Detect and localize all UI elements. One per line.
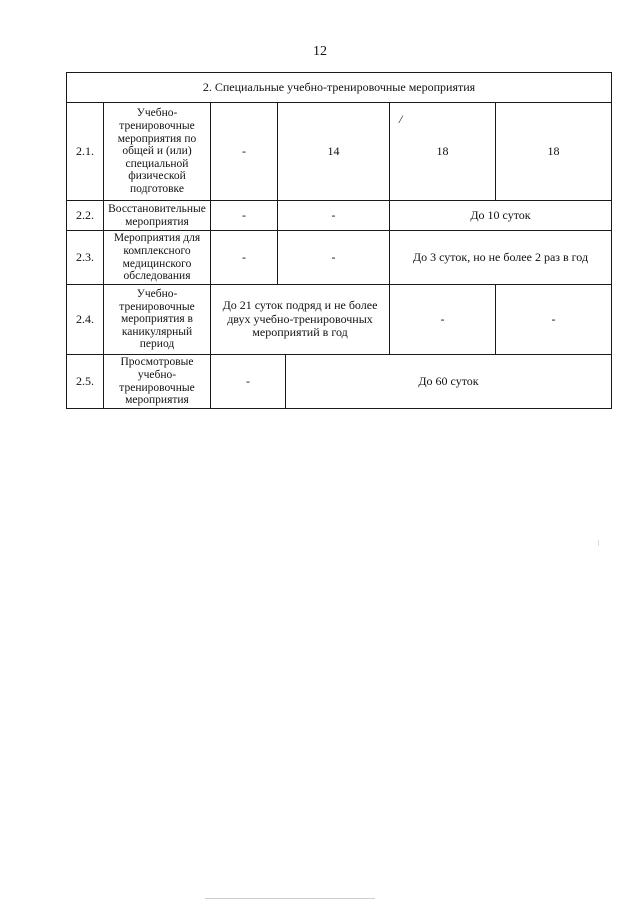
- scan-artifact-line: [205, 898, 375, 899]
- value-cell: -: [278, 201, 390, 231]
- table-row: [67, 103, 612, 201]
- row-number: 2.2.: [67, 201, 104, 231]
- value-cell: 14: [278, 103, 390, 201]
- value-cell: -: [278, 231, 390, 285]
- value-cell: -: [211, 355, 286, 409]
- row-name: Учебно-тренировочные мероприятия в каникулярный период: [104, 285, 211, 355]
- section-title: 2. Специальные учебно-тренировочные мероприятия: [67, 73, 612, 103]
- row-number: 2.4.: [67, 285, 104, 355]
- page-number: 12: [313, 44, 327, 59]
- table-row: [67, 355, 612, 409]
- value-cell: До 10 суток: [390, 201, 612, 231]
- events-table: [66, 72, 612, 409]
- stray-pen-mark: /: [399, 112, 403, 126]
- value-cell: До 3 суток, но не более 2 раз в год: [390, 231, 612, 285]
- row-number: 2.3.: [67, 231, 104, 285]
- value-cell: До 60 суток: [286, 355, 612, 409]
- row-name: Просмотровые учебно-тренировочные мероприятия: [104, 355, 211, 409]
- value-cell: -: [390, 285, 496, 355]
- value-cell: 18: [496, 103, 612, 201]
- row-name: Учебно-тренировочные мероприятия по общей и (или) специальной физической подготовке: [104, 103, 211, 201]
- table-row: [67, 231, 612, 285]
- table-row: [67, 201, 612, 231]
- row-name: Восстановительные мероприятия: [104, 201, 211, 231]
- value-cell: 18: [390, 103, 496, 201]
- row-number: 2.1.: [67, 103, 104, 201]
- value-cell: -: [211, 201, 278, 231]
- row-name: Мероприятия для комплексного медицинского обследования: [104, 231, 211, 285]
- value-cell: -: [211, 231, 278, 285]
- value-cell: -: [211, 103, 278, 201]
- value-cell: -: [496, 285, 612, 355]
- value-cell: До 21 суток подряд и не более двух учебно-тренировочных мероприятий в год: [211, 285, 390, 355]
- table-row: [67, 285, 612, 355]
- section-header-row: [67, 73, 612, 103]
- scan-artifact-tick: [598, 540, 599, 546]
- row-number: 2.5.: [67, 355, 104, 409]
